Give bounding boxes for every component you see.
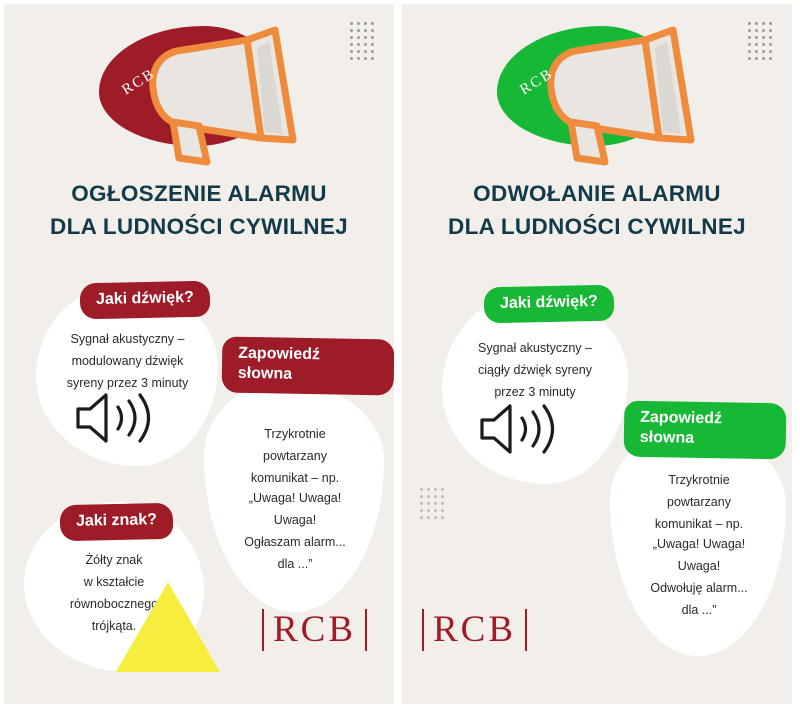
sound-text-left <box>40 329 215 395</box>
sound-text-line-2: modulowany dźwięk <box>71 353 184 368</box>
voice-text-line-3: komunikat – np. <box>654 516 744 531</box>
tag-voice-line-2: słowna <box>639 428 695 447</box>
voice-text-line-3: komunikat – np. <box>250 470 340 485</box>
panel-alarm-announcement <box>4 4 394 704</box>
sound-text-right <box>446 338 624 404</box>
megaphone-rcb-badge: RCB <box>517 65 557 99</box>
sound-text-line-1: Sygnał akustyczny – <box>70 332 185 346</box>
dot-grid-decoration-top <box>748 22 776 64</box>
title-line-1: ODWOŁANIE ALARMU <box>473 181 721 206</box>
voice-quote-line-2: Uwaga! <box>273 512 317 527</box>
voice-quote-line-1: „Uwaga! Uwaga! <box>248 491 342 505</box>
logo-bar-left <box>262 609 264 651</box>
speaker-waves-icon <box>72 389 158 447</box>
tag-voice-line-1: Zapowiedź <box>238 344 321 364</box>
logo-bar-right <box>525 609 527 651</box>
voice-text-line-1: Trzykrotnie <box>264 427 326 441</box>
voice-text-line-1: Trzykrotnie <box>668 473 730 487</box>
voice-quote-line-1: „Uwaga! Uwaga! <box>652 537 746 551</box>
voice-quote-line-3: Ogłaszam alarm... <box>244 534 346 549</box>
tag-sound-left: Jaki dźwięk? <box>80 281 211 320</box>
megaphone-rcb-badge: RCB <box>119 65 159 99</box>
megaphone-graphic-green <box>467 18 727 168</box>
voice-text-left <box>210 424 380 490</box>
page-title-left <box>4 178 394 243</box>
dot-grid-decoration-mid <box>420 488 448 523</box>
megaphone-icon <box>477 22 717 172</box>
page-title-right <box>402 178 792 243</box>
sound-text-line-3: przez 3 minuty <box>494 384 576 399</box>
dot-grid-decoration <box>350 22 378 64</box>
sign-text-line-2: w kształcie <box>83 574 145 589</box>
title-line-2: DLA LUDNOŚCI CYWILNEJ <box>50 213 348 239</box>
yellow-triangle-sign <box>116 582 220 672</box>
logo-text-left: RCB <box>273 609 357 650</box>
rcb-logo-right <box>422 608 527 651</box>
tag-sign-left: Jaki znak? <box>60 503 174 541</box>
sign-text-line-1: Żółty znak <box>85 553 143 567</box>
tag-voice-line-1: Zapowiedź <box>640 408 723 428</box>
logo-bar-right <box>365 609 367 651</box>
voice-quote-right <box>614 534 784 622</box>
megaphone-graphic-red <box>69 18 329 168</box>
sign-text-line-3: równobocznego <box>69 596 159 611</box>
logo-bar-left <box>422 609 424 651</box>
logo-text-right: RCB <box>433 609 517 650</box>
voice-text-right <box>614 470 784 536</box>
tag-voice-left <box>222 337 394 396</box>
megaphone-icon <box>79 22 319 172</box>
tag-voice-line-2: słowna <box>237 364 293 383</box>
tag-voice-right <box>624 401 787 460</box>
title-line-1: OGŁOSZENIE ALARMU <box>71 181 327 206</box>
voice-text-line-2: powtarzany <box>263 448 327 463</box>
voice-text-line-2: powtarzany <box>667 494 731 509</box>
title-line-2: DLA LUDNOŚCI CYWILNEJ <box>448 213 746 239</box>
sound-text-line-3: syreny przez 3 minuty <box>66 375 189 390</box>
voice-quote-left <box>210 488 380 576</box>
tag-sound-right: Jaki dźwięk? <box>484 285 615 324</box>
voice-quote-line-3: Odwołuję alarm... <box>650 580 748 595</box>
panel-alarm-cancellation <box>402 4 792 704</box>
sound-text-line-2: ciągły dźwięk syreny <box>478 362 592 377</box>
rcb-logo-left <box>262 608 367 651</box>
sign-text-line-4: trójkąta. <box>91 618 137 633</box>
voice-quote-line-4: dla ...” <box>681 602 717 617</box>
voice-quote-line-2: Uwaga! <box>677 558 721 573</box>
voice-quote-line-4: dla ...” <box>277 556 313 571</box>
sound-text-line-1: Sygnał akustyczny – <box>478 341 592 355</box>
speaker-waves-icon <box>476 400 562 458</box>
